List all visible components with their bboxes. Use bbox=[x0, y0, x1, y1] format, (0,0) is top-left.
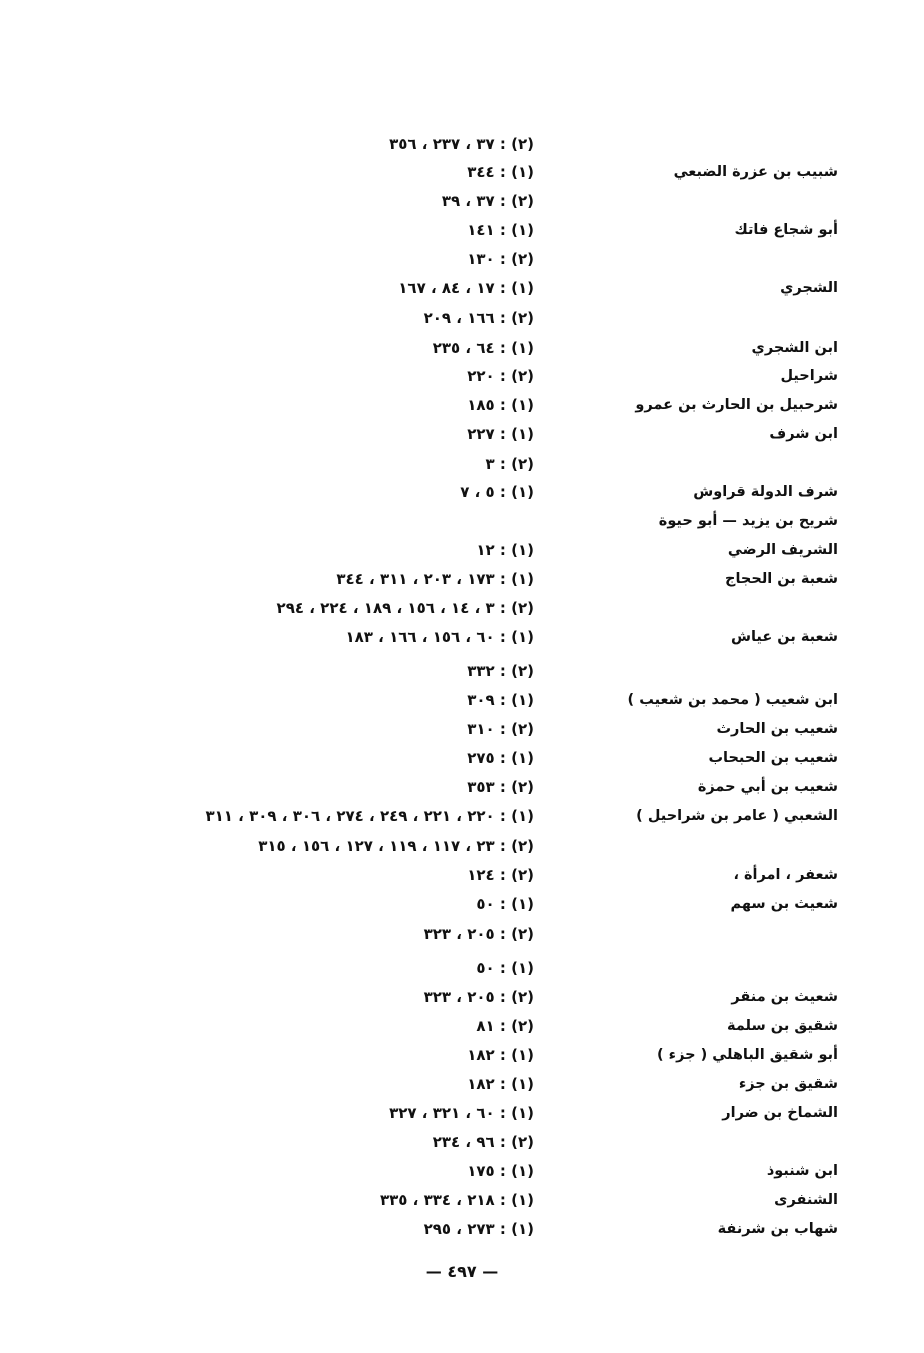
entry-name: شراحيل bbox=[780, 368, 838, 384]
entry-name: شعبة بن عياش bbox=[730, 629, 838, 645]
entry-references: (١) : ٣٠٩ bbox=[467, 691, 534, 709]
index-entry bbox=[0, 1041, 924, 1069]
index-entry bbox=[0, 715, 924, 743]
entry-references: (١) : ٦٤ ، ٢٣٥ bbox=[432, 339, 534, 357]
index-entry bbox=[0, 334, 924, 362]
index-entry bbox=[0, 507, 924, 535]
entry-references: (٢) : ٨١ bbox=[476, 1017, 534, 1035]
entry-references: (١) : ٢٧٣ ، ٢٩٥ bbox=[423, 1220, 534, 1238]
index-entry bbox=[0, 1128, 924, 1156]
entry-name: شعيب بن أبي حمزة bbox=[697, 779, 838, 795]
entry-references: (١) : ٢٧٥ bbox=[467, 749, 534, 767]
index-entry bbox=[0, 657, 924, 685]
entry-references: (٢) : ٢٣ ، ١١٧ ، ١١٩ ، ١٢٧ ، ١٥٦ ، ٣١٥ bbox=[258, 837, 534, 855]
entry-name: شرف الدولة قراوش bbox=[693, 484, 838, 500]
entry-references: (١) : ١٨٢ bbox=[467, 1075, 534, 1093]
index-entry bbox=[0, 686, 924, 714]
entry-references: (١) : ١٨٥ bbox=[467, 396, 534, 414]
index-entry bbox=[0, 983, 924, 1011]
index-entry bbox=[0, 773, 924, 801]
entry-references: (٢) : ٣٧ ، ٢٣٧ ، ٣٥٦ bbox=[389, 135, 534, 153]
entry-references: (١) : ٥٠ bbox=[476, 895, 534, 913]
index-entry bbox=[0, 920, 924, 948]
entry-name: الشعبي ( عامر بن شراحيل ) bbox=[636, 808, 838, 824]
index-entry bbox=[0, 158, 924, 186]
index-entry bbox=[0, 1099, 924, 1127]
entry-name: ابن شنبوذ bbox=[766, 1163, 838, 1179]
index-entry bbox=[0, 594, 924, 622]
entry-references: (١) : ١٨٢ bbox=[467, 1046, 534, 1064]
entry-references: (٢) : ٣ bbox=[485, 455, 534, 473]
entry-name: شعيث بن منقر bbox=[731, 989, 838, 1005]
entry-references: (٢) : ١٣٠ bbox=[467, 250, 534, 268]
entry-name: شعيب بن الحبحاب bbox=[708, 750, 838, 766]
entry-name: شعفر ، امرأة ، bbox=[733, 867, 838, 883]
entry-references: (١) : ٥ ، ٧ bbox=[460, 483, 534, 501]
index-entry bbox=[0, 802, 924, 830]
index-entry bbox=[0, 187, 924, 215]
entry-name: شعيث بن سهم bbox=[730, 896, 838, 912]
entry-references: (٢) : ٣٧ ، ٣٩ bbox=[441, 192, 534, 210]
entry-references: (١) : ٢٢٠ ، ٢٢١ ، ٢٤٩ ، ٢٧٤ ، ٣٠٦ ، ٣٠٩ ، ٣١١ bbox=[205, 807, 534, 825]
index-entry bbox=[0, 1157, 924, 1185]
entry-name: شعيب بن الحارث bbox=[716, 721, 838, 737]
entry-name: شبيب بن عزرة الضبعي bbox=[673, 164, 838, 180]
entry-references: (١) : ٦٠ ، ٣٢١ ، ٣٢٧ bbox=[389, 1104, 534, 1122]
entry-name: الشماخ بن ضرار bbox=[722, 1105, 838, 1121]
index-entry bbox=[0, 623, 924, 651]
entry-references: (٢) : ٣ ، ١٤ ، ١٥٦ ، ١٨٩ ، ٢٢٤ ، ٢٩٤ bbox=[276, 599, 534, 617]
entry-references: (١) : ٢٢٧ bbox=[467, 425, 534, 443]
entry-references: (٢) : ٣١٠ bbox=[467, 720, 534, 738]
entry-name: الشجري bbox=[780, 280, 838, 296]
index-entry bbox=[0, 478, 924, 506]
index-entry bbox=[0, 1186, 924, 1214]
index-entry bbox=[0, 362, 924, 390]
index-entry bbox=[0, 130, 924, 158]
index-entry bbox=[0, 1012, 924, 1040]
index-entry bbox=[0, 304, 924, 332]
entry-references: (١) : ١٧٥ bbox=[467, 1162, 534, 1180]
entry-name: الشريف الرضي bbox=[727, 542, 838, 558]
entry-name: ابن شعيب ( محمد بن شعيب ) bbox=[627, 692, 838, 708]
index-entry bbox=[0, 954, 924, 982]
entry-name: أبو شجاع فاتك bbox=[734, 222, 838, 238]
index-entry bbox=[0, 391, 924, 419]
entry-references: (١) : ١٧ ، ٨٤ ، ١٦٧ bbox=[398, 279, 534, 297]
index-entry bbox=[0, 420, 924, 448]
entry-references: (٢) : ١٢٤ bbox=[467, 866, 534, 884]
entry-references: (٢) : ١٦٦ ، ٢٠٩ bbox=[423, 309, 534, 327]
entry-references: (١) : ٦٠ ، ١٥٦ ، ١٦٦ ، ١٨٣ bbox=[345, 628, 534, 646]
index-entry bbox=[0, 536, 924, 564]
entry-references: (٢) : ٣٣٢ bbox=[467, 662, 534, 680]
entry-name: ابن الشجري bbox=[751, 340, 838, 356]
entry-references: (٢) : ٩٦ ، ٢٣٤ bbox=[432, 1133, 534, 1151]
index-entry bbox=[0, 216, 924, 244]
index-entry bbox=[0, 1215, 924, 1243]
index-entry bbox=[0, 744, 924, 772]
entry-references: (٢) : ٣٥٣ bbox=[467, 778, 534, 796]
index-entry bbox=[0, 245, 924, 273]
index-entry bbox=[0, 274, 924, 302]
entry-references: (١) : ٣٤٤ bbox=[467, 163, 534, 181]
index-entry bbox=[0, 1070, 924, 1098]
entry-name: ابن شرف bbox=[769, 426, 838, 442]
entry-references: (٢) : ٢٠٥ ، ٣٢٣ bbox=[423, 988, 534, 1006]
entry-references: (١) : ٥٠ bbox=[476, 959, 534, 977]
index-entry bbox=[0, 861, 924, 889]
page-number: — ٤٩٧ — bbox=[425, 1262, 499, 1281]
entry-name: شقيق بن سلمة bbox=[727, 1018, 838, 1034]
entry-references: (١) : ١٢ bbox=[476, 541, 534, 559]
index-entry bbox=[0, 832, 924, 860]
entry-references: (٢) : ٢٢٠ bbox=[467, 367, 534, 385]
entry-name: شريح بن يزيد — أبو حيوة bbox=[658, 513, 838, 529]
entry-references: (١) : ٢١٨ ، ٣٣٤ ، ٣٣٥ bbox=[379, 1191, 534, 1209]
entry-name: شقيق بن جزء bbox=[738, 1076, 838, 1092]
entry-name: شهاب بن شرنفة bbox=[717, 1221, 838, 1237]
entry-name: أبو شقيق الباهلي ( جزء ) bbox=[657, 1047, 838, 1063]
entry-references: (١) : ١٤١ bbox=[467, 221, 534, 239]
entry-name: شرحبيل بن الحارث بن عمرو bbox=[635, 397, 838, 413]
entry-references: (٢) : ٢٠٥ ، ٣٢٣ bbox=[423, 925, 534, 943]
index-entry bbox=[0, 450, 924, 478]
index-entry bbox=[0, 890, 924, 918]
index-entry bbox=[0, 565, 924, 593]
entry-references: (١) : ١٧٣ ، ٢٠٣ ، ٣١١ ، ٣٤٤ bbox=[336, 570, 534, 588]
entry-name: الشنفرى bbox=[774, 1192, 838, 1208]
entry-name: شعبة بن الحجاج bbox=[725, 571, 838, 587]
